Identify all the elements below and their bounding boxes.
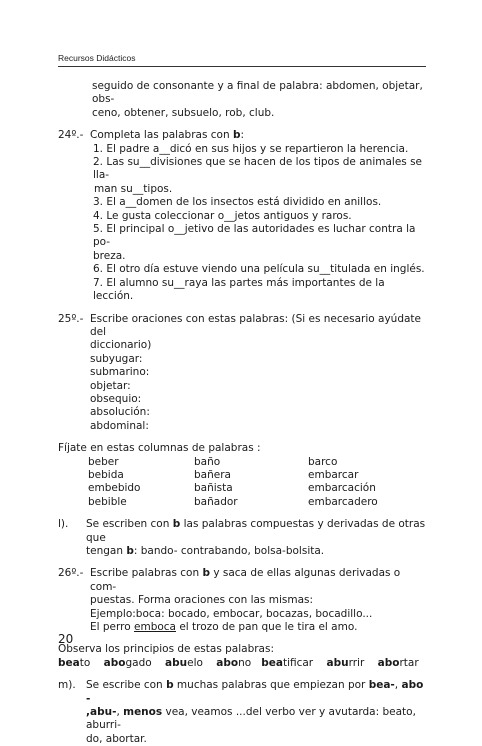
exercise-text: El perro (90, 621, 134, 634)
principle-word: beatificar (261, 656, 314, 669)
word-item: absolución: (90, 406, 150, 419)
rule-text: : bando- contrabando, bolsa-bolsita. (133, 545, 325, 557)
running-header: Recursos Didácticos (58, 53, 136, 63)
principle-word: beato (58, 656, 91, 669)
underlined-word: emboca (134, 621, 176, 634)
rule-text: , (394, 679, 402, 692)
prompt-text: : (240, 129, 245, 142)
rule-text: Se escribe con (86, 679, 167, 692)
intro-line: seguido de consonante y a final de palabra: abdomen, objetar, obs- (92, 80, 423, 106)
rule-bold: menos (123, 706, 163, 719)
exercise-number: 25º.- (58, 312, 84, 325)
rule-bold: b (126, 545, 134, 557)
column-cell: embarcadero (308, 495, 378, 508)
word-item: subyugar: (90, 352, 143, 365)
principle-word: aburrir (326, 656, 365, 669)
exercise-line (90, 567, 426, 594)
rule-line (86, 545, 426, 558)
column-cell: beber (88, 455, 119, 468)
exercise-prompt (90, 129, 426, 142)
column-cell: barco (308, 455, 338, 468)
columns-intro: Fíjate en estas columnas de palabras : (58, 442, 261, 455)
exercise-line (90, 621, 426, 634)
principle-word: abortar (377, 656, 419, 669)
column-cell: baño (194, 455, 221, 468)
intro-paragraph (58, 80, 426, 120)
exercise-item: breza. (93, 249, 126, 262)
word-item: abdominal: (90, 419, 149, 432)
rule-m (58, 679, 426, 746)
rule-text: Se escriben con (86, 518, 173, 531)
principles-words (58, 657, 426, 670)
exercise-item: 7. El alumno su__raya las partes más importantes de la lección. (93, 276, 385, 303)
rule-l (58, 518, 426, 558)
exercise-item: 3. El a__domen de los insectos está dividido en anillos. (93, 196, 382, 209)
word-columns (58, 456, 426, 510)
rule-line (86, 518, 426, 545)
rule-text: vea, veamos ...del verbo ver y avutarda: beato, aburri- (86, 706, 416, 732)
exercise-26 (58, 567, 426, 634)
exercise-number: 26º.- (58, 567, 84, 580)
exercise-text: Escribe palabras con (90, 567, 203, 580)
exercise-item: man su__tipos. (94, 182, 173, 195)
rule-line (86, 679, 426, 706)
rule-text: las palabras compuestas y derivadas de otras que (86, 518, 426, 544)
exercise-bold: b (202, 567, 210, 580)
rule-bold: ,abu- (86, 706, 117, 719)
column-cell: embarcación (308, 482, 376, 495)
page-number: 20 (58, 632, 74, 646)
principle-word: abono (216, 656, 252, 669)
rule-bold: b (172, 518, 181, 531)
rule-bold: abo - (86, 679, 424, 705)
exercise-text: el trozo de pan que le tira el amo. (176, 621, 358, 634)
exercise-line: puestas. Forma oraciones con las mismas: (90, 594, 314, 607)
principles-intro: Observa los principios de estas palabras: (58, 643, 274, 656)
rule-bold: bea- (368, 679, 395, 692)
exercise-item: 5. El principal o__jetivo de las autoridades es luchar contra la po- (93, 223, 416, 249)
exercise-24 (58, 129, 426, 303)
exercise-prompt: Escribe oraciones con estas palabras: (Si es necesario ayúdate del (90, 312, 421, 338)
header-rule (58, 66, 426, 67)
exercise-text: y saca de ellas algunas derivadas o com- (90, 567, 401, 593)
rule-label: m). (58, 679, 76, 692)
rule-text: , (116, 706, 124, 719)
principle-word: abogado (103, 656, 152, 669)
rule-line: do, abortar. (86, 732, 147, 745)
rule-bold: b (166, 679, 174, 692)
rule-line (86, 706, 426, 733)
column-cell: bañista (194, 482, 233, 495)
rule-text: tengan (86, 545, 127, 557)
exercise-item: 1. El padre a__dicó en sus hijos y se repartieron la herencia. (93, 142, 409, 155)
rule-label: l). (58, 518, 69, 531)
column-cell: bebible (88, 495, 127, 508)
prompt-bold: b (232, 129, 241, 142)
exercise-number: 24º.- (58, 129, 84, 142)
word-item: objetar: (90, 379, 131, 392)
column-cell: embebido (88, 482, 141, 495)
exercise-item: 6. El otro día estuve viendo una película su__titulada en inglés. (93, 263, 425, 276)
page-content (58, 80, 426, 746)
exercise-line: Ejemplo:boca: bocado, embocar, bocazas, bocadillo... (90, 607, 373, 620)
exercise-prompt: diccionario) (90, 339, 152, 352)
word-item: obsequio: (90, 392, 142, 405)
exercise-item: 4. Le gusta coleccionar o__jetos antiguos y raros. (93, 209, 352, 222)
column-cell: bañador (194, 495, 238, 508)
word-item: submarino: (90, 366, 150, 379)
principle-word: abuelo (165, 656, 203, 669)
rule-text: muchas palabras que empiezan por (173, 679, 369, 692)
prompt-text: Completa las palabras con (90, 129, 233, 142)
column-cell: embarcar (308, 468, 359, 481)
column-cell: bebida (88, 468, 124, 481)
intro-line: ceno, obtener, subsuelo, rob, club. (92, 106, 275, 119)
exercise-25 (58, 313, 426, 434)
column-cell: bañera (194, 468, 231, 481)
exercise-item: 2. Las su__divisiones que se hacen de los tipos de animales se lla- (93, 156, 423, 182)
